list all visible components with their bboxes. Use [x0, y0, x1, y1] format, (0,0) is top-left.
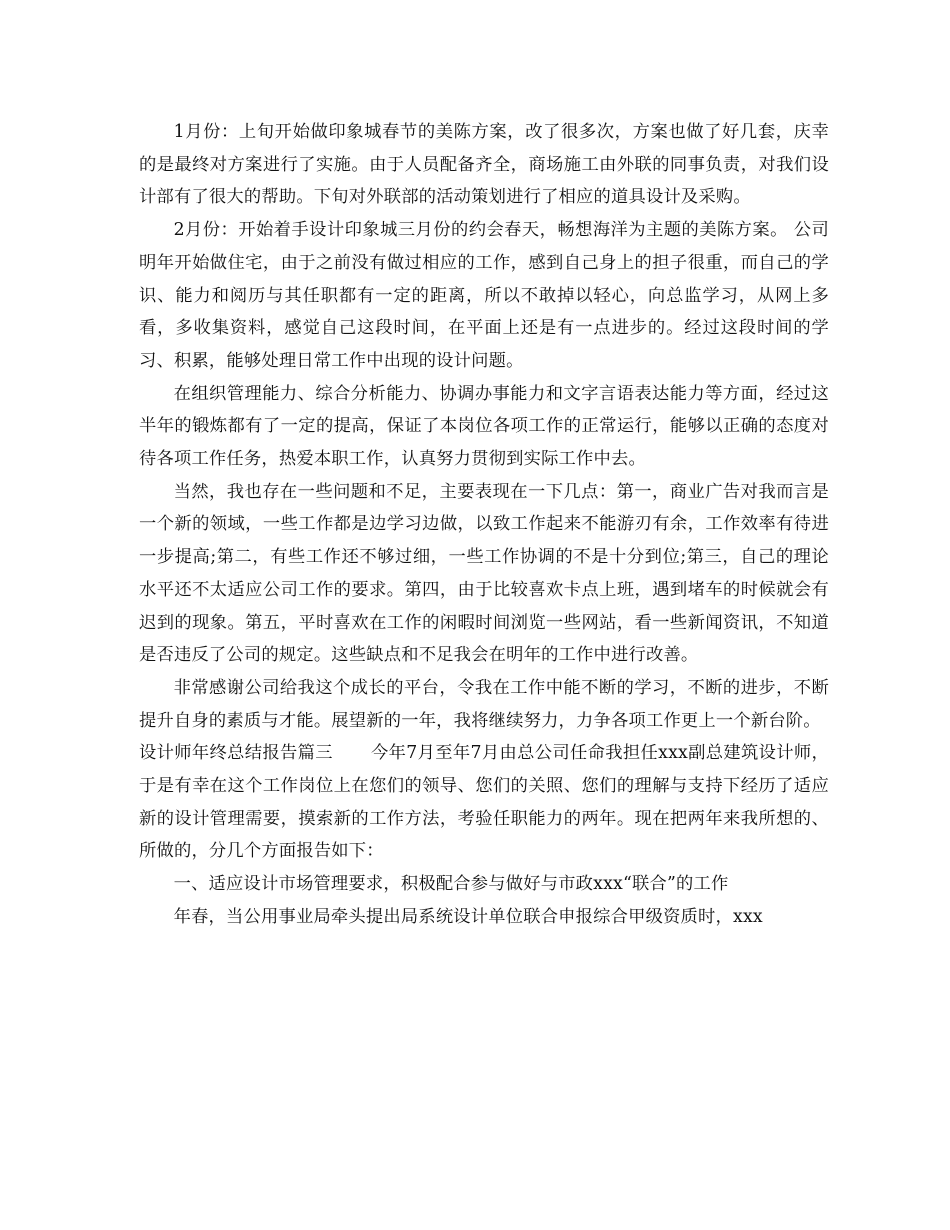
paragraph-thanks: 非常感谢公司给我这个成长的平台，令我在工作中能不断的学习，不断的进步，不断提升自身的素质与才能。展望新的一年，我将继续努力，力争各项工作更上一个新台阶。 — [139, 677, 829, 731]
section-body: 今年7月至年7月由总公司任命我担任xxx副总建筑设计师，于是有幸在这个工作岗位上在您们的领导、您们的关照、您们的理解与支持下经历了适应新的设计管理需要，摸索新的工作方法，考验任职能力的两年。现在把两年来我所想的、所做的，分几个方面报告如下： — [139, 743, 829, 862]
document-body — [139, 116, 829, 934]
paragraph-shortcomings: 当然，我也存在一些问题和不足，主要表现在一下几点：第一，商业广告对我而言是一个新的领域，一些工作都是边学习边做，以致工作起来不能游刃有余，工作效率有待进一步提高;第二，有些工作还不够过细，一些工作协调的不是十分到位;第三，自己的理论水平还不太适应公司工作的要求。第四，由于比较喜欢卡点上班，遇到堵车的时候就会有迟到的现象。第五，平时喜欢在工作的闲暇时间浏览一些网站，看一些新闻资讯，不知道是否违反了公司的规定。这些缺点和不足我会在明年的工作中进行改善。 — [139, 481, 829, 666]
section-three-intro — [139, 737, 829, 868]
paragraph-february: 2月份：开始着手设计印象城三月份的约会春天，畅想海洋为主题的美陈方案。 公司明年开始做住宅，由于之前没有做过相应的工作，感到自己身上的担子很重，而自己的学识、能力和阅历与其任职都有一定的距离，所以不敢掉以轻心，向总监学习，从网上多看，多收集资料，感觉自己这段时间，在平面上还是有一点进步的。经过这段时间的学习、积累，能够处理日常工作中出现的设计问题。 — [139, 220, 829, 371]
paragraph-spring: 年春，当公用事业局牵头提出局系统设计单位联合申报综合甲级资质时，xxx — [173, 906, 763, 927]
paragraph-january: 1月份：上旬开始做印象城春节的美陈方案，改了很多次，方案也做了好几套，庆幸的是最终对方案进行了实施。由于人员配备齐全，商场施工由外联的同事负责，对我们设计部有了很大的帮助。下旬对外联部的活动策划进行了相应的道具设计及采购。 — [139, 122, 829, 208]
heading-one: 一、适应设计市场管理要求，积极配合参与做好与市政xxx“联合”的工作 — [173, 874, 729, 895]
section-title: 设计师年终总结报告篇三 — [139, 743, 333, 764]
paragraph-abilities: 在组织管理能力、综合分析能力、协调办事能力和文字言语表达能力等方面，经过这半年的锻炼都有了一定的提高，保证了本岗位各项工作的正常运行，能够以正确的态度对待各项工作任务，热爱本职工作，认真努力贯彻到实际工作中去。 — [139, 383, 829, 470]
